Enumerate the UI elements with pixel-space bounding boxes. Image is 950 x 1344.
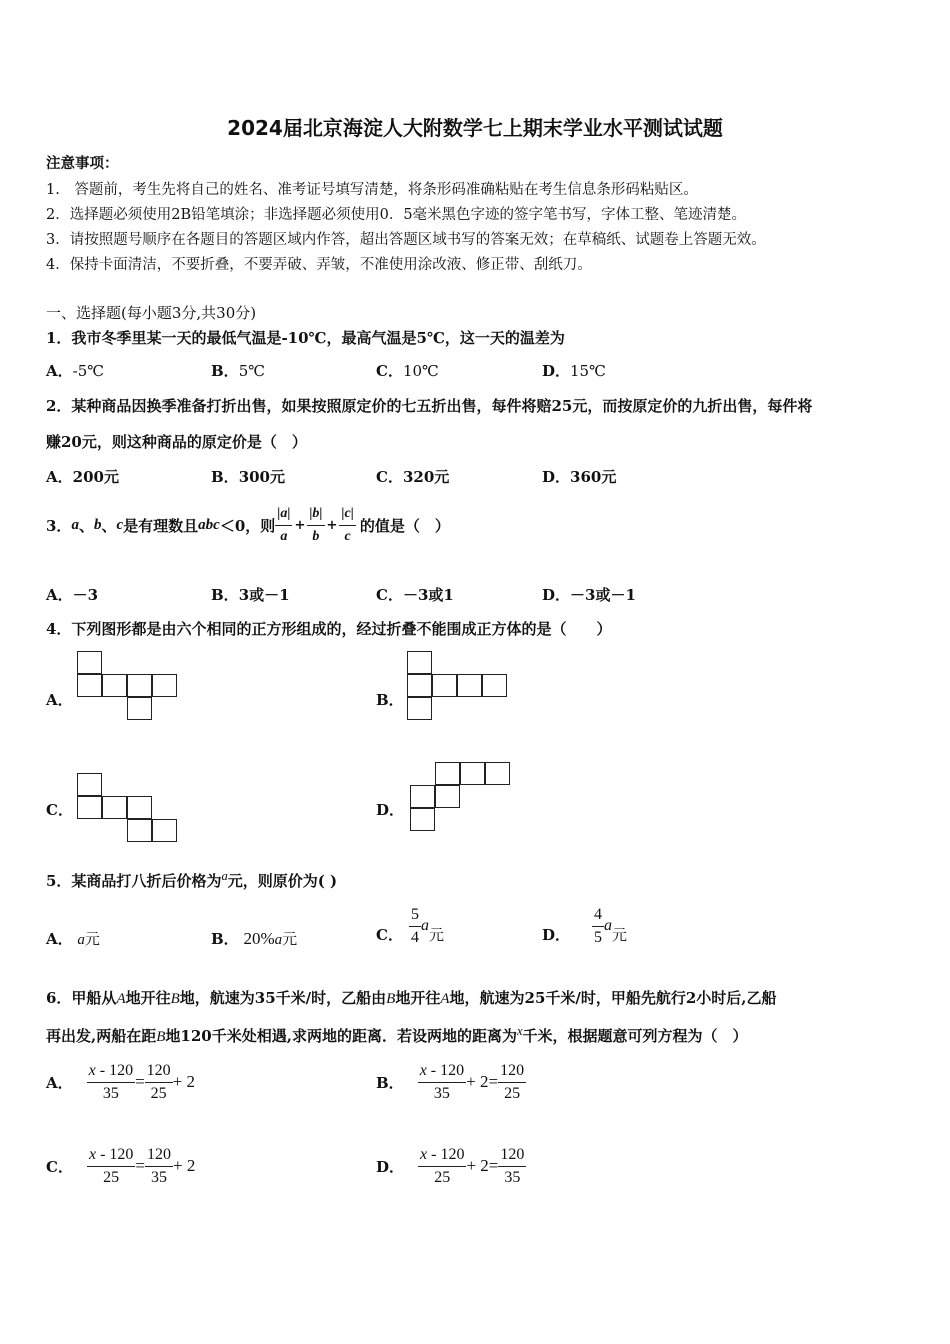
q6-option-b: B． $\frac{x - 120}{35}$ + 2 = $\frac{120}{25}$ bbox=[376, 1061, 525, 1102]
fraction-abs-c: $\frac{|c|}{c}$ bbox=[339, 503, 355, 548]
notice-item: 3．请按照题号顺序在各题目的答题区域内作答，超出答题区域书写的答案无效；在草稿纸、试题卷上答题无效。 bbox=[46, 232, 766, 248]
fraction-abs-b: $\frac{|b|}{b}$ bbox=[307, 503, 324, 548]
numerator: x - 120 bbox=[87, 1144, 135, 1167]
q5-option-d: D． $\frac{4}{5}$ a 元 bbox=[542, 905, 628, 946]
q5-option-b: B． 20%a元 bbox=[211, 929, 298, 948]
q1-option-d: D．15℃ bbox=[542, 362, 606, 380]
q1-option-a: A．-5℃ bbox=[46, 362, 105, 380]
page-title: 2024届北京海淀人大附数学七上期末学业水平测试试题 bbox=[227, 116, 723, 140]
section-heading: 一、选择题(每小题3分,共30分) bbox=[46, 304, 257, 322]
question-3-stem: 3． a 、 b 、 c 是有理数且 abc ＜0，则 $\frac{|a|}{a}$ + $\frac{|b|}{b}$ + $\frac{|c|}{c}$ 的值是（ ） bbox=[46, 500, 450, 550]
notice-item: 1. 答题前，考生先将自己的姓名、准考证号填写清楚，将条形码准确粘贴在考生信息条形码粘贴区。 bbox=[46, 182, 698, 198]
q3-option-d: D．－3或－1 bbox=[542, 586, 636, 604]
q6-option-a: A． $\frac{x - 120}{35}$ = $\frac{120}{25}$ + 2 bbox=[46, 1061, 196, 1102]
notice-heading: 注意事项： bbox=[46, 155, 119, 172]
q4-label-c: C． bbox=[46, 801, 73, 819]
q2-option-d: D．360元 bbox=[542, 468, 617, 486]
question-5-stem: 5．某商品打八折后价格为$^a$元，则原价为( ) bbox=[46, 869, 338, 890]
q5-option-c: C． $\frac{5}{4}$ a 元 bbox=[376, 905, 444, 946]
q4-label-d: D． bbox=[376, 801, 405, 819]
question-6-stem-line2: 再出发,两船在距B地120千米处相遇,求两地的距离．若设两地的距离为$^x$千米，根据题意可列方程为（ ） bbox=[46, 1024, 748, 1045]
question-6-stem-line1: 6．甲船从A地开往B地，航速为35千米/时，乙船由B地开往A地，航速为25千米/时，甲船先航行2小时后,乙船 bbox=[46, 989, 777, 1007]
q1-option-c: C．10℃ bbox=[376, 362, 439, 380]
q1-option-b: B．5℃ bbox=[211, 362, 266, 380]
q5-option-a: A． a元 bbox=[46, 930, 100, 948]
question-4-stem: 4．下列图形都是由六个相同的正方形组成的，经过折叠不能围成正方体的是（ ） bbox=[46, 620, 612, 638]
question-2-stem-line1: 2．某种商品因换季准备打折出售，如果按照原定价的七五折出售，每件将赔25元，而按原定价的九折出售，每件将 bbox=[46, 397, 813, 415]
q3-option-a: A．－3 bbox=[46, 586, 99, 604]
q3-option-b: B．3或－1 bbox=[211, 586, 290, 604]
numerator: x - 120 bbox=[418, 1144, 466, 1167]
notice-item: 2．选择题必须使用2B铅笔填涂；非选择题必须使用0．5毫米黑色字迹的签字笔书写，字体工整、笔迹清楚。 bbox=[46, 207, 747, 223]
notice-item: 4．保持卡面清洁，不要折叠，不要弄破、弄皱，不准使用涂改液、修正带、刮纸刀。 bbox=[46, 257, 592, 273]
numerator: x - 120 bbox=[87, 1060, 135, 1083]
q2-option-a: A．200元 bbox=[46, 468, 119, 486]
q6-option-c: C． $\frac{x - 120}{25}$ = $\frac{120}{35}$ + 2 bbox=[46, 1145, 196, 1186]
numerator: x - 120 bbox=[418, 1060, 466, 1083]
question-2-stem-line2: 赚20元，则这种商品的原定价是（ ） bbox=[46, 433, 307, 451]
q4-label-a: A． bbox=[46, 691, 73, 709]
q2-option-b: B．300元 bbox=[211, 468, 285, 486]
q3-option-c: C．－3或1 bbox=[376, 586, 454, 604]
q2-option-c: C．320元 bbox=[376, 468, 450, 486]
q4-label-b: B． bbox=[376, 691, 404, 709]
q6-option-d: D． $\frac{x - 120}{25}$ + 2 = $\frac{120}{35}$ bbox=[376, 1145, 525, 1186]
fraction-abs-a: $\frac{|a|}{a}$ bbox=[275, 503, 292, 548]
question-1-stem: 1．我市冬季里某一天的最低气温是-10℃，最高气温是5℃，这一天的温差为 bbox=[46, 329, 565, 347]
